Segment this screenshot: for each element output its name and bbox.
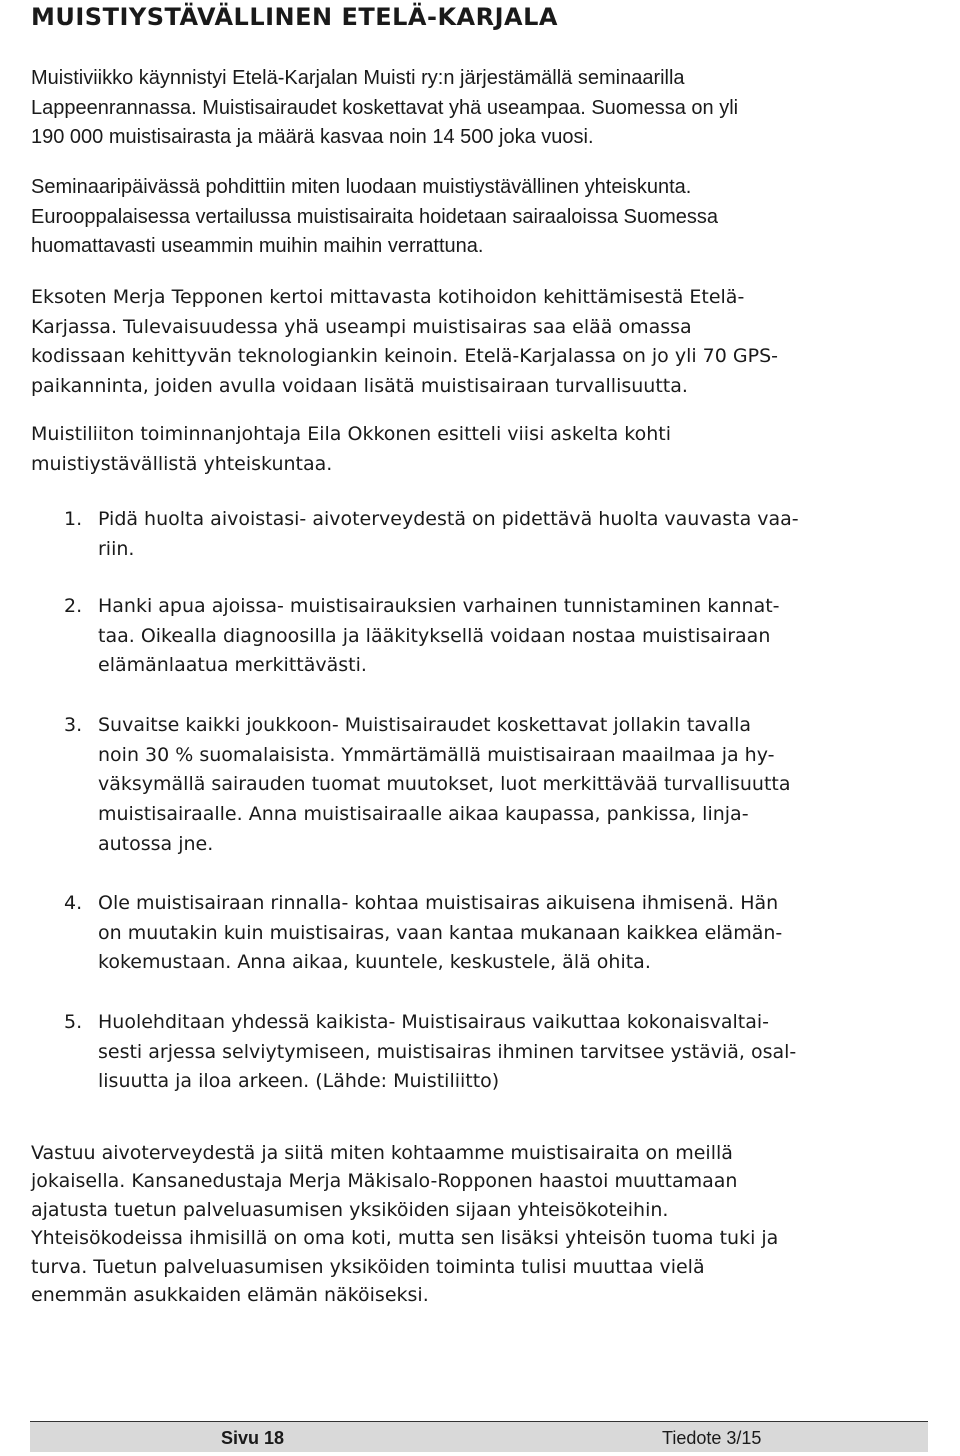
closing-line: ajatusta tuetun palveluasumisen yksiköiden sijaan yhteisökoteihin. [31, 1198, 669, 1221]
step-line: elämänlaatua merkittävästi. [98, 654, 367, 677]
seminar-line: Seminaaripäivässä pohdittiin miten luodaan muistiystävällinen yhteiskunta. [31, 176, 692, 198]
step-line: väksymällä sairauden tuomat muutokset, luot merkittävää turvallisuutta [98, 773, 791, 796]
eksote-line: kodissaan kehittyvän teknologiankin keinoin. Etelä-Karjalassa on jo yli 70 GPS- [31, 345, 778, 368]
intro-line: Lappeenrannassa. Muistisairaudet koskettavat yhä useampaa. Suomessa on yli [31, 96, 739, 119]
eksote-paragraph [31, 283, 778, 402]
step-number: 4. [64, 892, 83, 914]
eksote-line: Karjassa. Tulevaisuudessa yhä useampi muistisairas saa elää omassa [31, 315, 692, 338]
muistiliitto-paragraph [31, 420, 671, 479]
step-line: noin 30 % suomalaisista. Ymmärtämällä muistisairaan maailmaa ja hy- [98, 743, 775, 766]
closing-line: turva. Tuetun palveluasumisen yksiköiden toiminta tulisi muuttaa vielä [31, 1255, 705, 1278]
step-number: 1. [64, 508, 83, 530]
step-number: 2. [64, 595, 83, 617]
closing-paragraph [31, 1139, 778, 1309]
step-item [98, 711, 791, 860]
page-footer [30, 1422, 928, 1452]
step-line: on muutakin kuin muistisairas, vaan kantaa mukanaan kaikkea elämän- [98, 921, 783, 944]
seminar-paragraph [31, 173, 718, 262]
seminar-line: huomattavasti useammin muihin maihin verrattuna. [31, 235, 484, 257]
step-item [98, 505, 799, 564]
eksote-line: paikanninta, joiden avulla voidaan lisätä muistisairaan turvallisuutta. [31, 375, 688, 398]
seminar-line: Eurooppalaisessa vertailussa muistisairaita hoidetaan sairaaloissa Suomessa [31, 205, 719, 228]
closing-line: Yhteisökodeissa ihmisillä on oma koti, mutta sen lisäksi yhteisön tuoma tuki ja [31, 1227, 779, 1250]
intro-line: 190 000 muistisairasta ja määrä kasvaa noin 14 500 joka vuosi. [31, 126, 594, 148]
issue-label: Tiedote 3/15 [662, 1428, 762, 1448]
step-line: taa. Oikealla diagnoosilla ja lääkityksellä voidaan nostaa muistisairaan [98, 624, 771, 647]
step-number: 5. [64, 1011, 83, 1033]
step-line: Suvaitse kaikki joukkoon- Muistisairaudet koskettavat jollakin tavalla [98, 714, 752, 736]
step-line: kokemustaan. Anna aikaa, kuuntele, keskustele, älä ohita. [98, 951, 651, 974]
step-line: Huolehditaan yhdessä kaikista- Muistisairaus vaikuttaa kokonaisvaltai- [98, 1011, 770, 1033]
step-line: autossa jne. [98, 832, 214, 855]
muistiliitto-line: muistiystävällistä yhteiskuntaa. [31, 452, 333, 475]
step-line: sesti arjessa selviytymiseen, muistisairas ihminen tarvitsee ystäviä, osal- [98, 1040, 797, 1063]
step-item [98, 1008, 796, 1097]
step-item [98, 889, 782, 978]
step-line: Pidä huolta aivoistasi- aivoterveydestä on pidettävä huolta vauvasta vaa- [98, 508, 799, 530]
step-number: 3. [64, 714, 83, 736]
step-item [98, 592, 780, 681]
closing-line: Vastuu aivoterveydestä ja siitä miten kohtaamme muistisairaita on meillä [31, 1142, 733, 1164]
step-line: lisuutta ja iloa arkeen. (Lähde: Muistiliitto) [98, 1070, 500, 1093]
step-line: Hanki apua ajoissa- muistisairauksien varhainen tunnistaminen kannat- [98, 595, 780, 617]
eksote-line: Eksoten Merja Tepponen kertoi mittavasta kotihoidon kehittämisestä Etelä- [31, 286, 745, 308]
page-number: Sivu 18 [221, 1428, 285, 1448]
closing-line: enemmän asukkaiden elämän näköiseksi. [31, 1284, 429, 1307]
step-line: muistisairaalle. Anna muistisairaalle aikaa kaupassa, pankissa, linja- [98, 803, 749, 826]
step-line: riin. [98, 537, 135, 560]
muistiliitto-line: Muistiliiton toiminnanjohtaja Eila Okkonen esitteli viisi askelta kohti [31, 423, 671, 445]
intro-paragraph [31, 64, 738, 153]
article-title: MUISTIYSTÄVÄLLINEN ETELÄ-KARJALA [31, 3, 558, 31]
intro-line: Muistiviikko käynnistyi Etelä-Karjalan Muisti ry:n järjestämällä seminaarilla [31, 67, 685, 89]
closing-line: jokaisella. Kansanedustaja Merja Mäkisalo-Ropponen haastoi muuttamaan [31, 1170, 738, 1193]
step-line: Ole muistisairaan rinnalla- kohtaa muistisairas aikuisena ihmisenä. Hän [98, 892, 779, 914]
